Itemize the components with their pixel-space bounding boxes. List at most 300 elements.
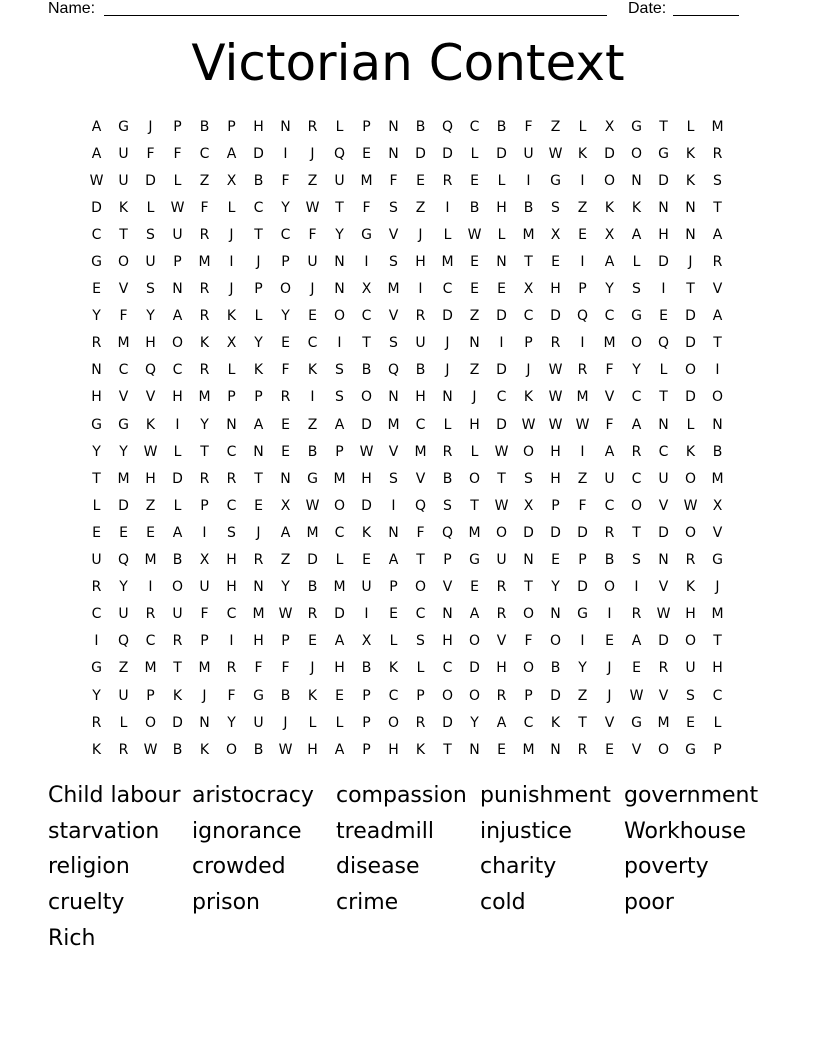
grid-letter[interactable]: D (496, 308, 507, 325)
grid-letter[interactable]: N (469, 335, 480, 352)
grid-letter[interactable]: J (202, 687, 207, 704)
grid-letter[interactable]: L (308, 714, 317, 731)
grid-letter[interactable]: R (604, 524, 615, 541)
grid-letter[interactable]: J (256, 254, 261, 271)
grid-letter[interactable]: R (442, 443, 453, 460)
grid-letter[interactable]: M (711, 606, 724, 623)
grid-letter[interactable]: N (550, 741, 561, 758)
grid-letter[interactable]: J (229, 226, 234, 243)
grid-letter[interactable]: Y (605, 281, 614, 298)
grid-letter[interactable]: Y (551, 579, 560, 596)
grid-letter[interactable]: A (604, 254, 615, 271)
grid-letter[interactable]: L (173, 172, 182, 189)
grid-letter[interactable]: R (280, 389, 291, 406)
grid-letter[interactable]: F (281, 362, 290, 379)
grid-letter[interactable]: G (631, 118, 642, 135)
grid-letter[interactable]: O (117, 254, 130, 271)
grid-letter[interactable]: P (443, 552, 452, 569)
grid-letter[interactable]: B (253, 172, 264, 189)
grid-letter[interactable]: D (118, 497, 129, 514)
grid-letter[interactable]: N (172, 281, 183, 298)
grid-letter[interactable]: B (361, 362, 372, 379)
grid-letter[interactable]: T (524, 579, 533, 596)
grid-letter[interactable]: T (443, 741, 452, 758)
grid-letter[interactable]: K (307, 362, 318, 379)
grid-letter[interactable]: M (711, 470, 724, 487)
grid-letter[interactable]: Y (335, 226, 344, 243)
grid-letter[interactable]: I (310, 389, 315, 406)
grid-letter[interactable]: C (442, 660, 453, 677)
grid-letter[interactable]: W (143, 443, 158, 460)
grid-letter[interactable]: R (91, 714, 102, 731)
grid-letter[interactable]: A (226, 145, 237, 162)
grid-letter[interactable]: T (173, 660, 182, 677)
grid-letter[interactable]: Y (200, 416, 209, 433)
grid-letter[interactable]: Q (333, 145, 346, 162)
grid-letter[interactable]: C (226, 443, 237, 460)
grid-letter[interactable]: O (657, 741, 670, 758)
grid-letter[interactable]: L (227, 199, 236, 216)
grid-letter[interactable]: E (659, 308, 668, 325)
grid-letter[interactable]: N (91, 362, 102, 379)
grid-letter[interactable]: H (712, 660, 723, 677)
grid-letter[interactable]: S (227, 524, 236, 541)
grid-letter[interactable]: Q (441, 118, 454, 135)
grid-letter[interactable]: G (361, 226, 372, 243)
grid-letter[interactable]: S (443, 497, 452, 514)
grid-letter[interactable]: F (281, 660, 290, 677)
grid-letter[interactable]: R (712, 254, 723, 271)
grid-letter[interactable]: T (713, 335, 722, 352)
grid-letter[interactable]: H (226, 579, 237, 596)
grid-letter[interactable]: W (89, 172, 104, 189)
grid-letter[interactable]: U (91, 552, 102, 569)
grid-letter[interactable]: D (604, 145, 615, 162)
grid-letter[interactable]: I (580, 443, 585, 460)
grid-letter[interactable]: K (685, 145, 696, 162)
grid-letter[interactable]: F (254, 660, 263, 677)
grid-letter[interactable]: P (200, 633, 209, 650)
grid-letter[interactable]: E (632, 660, 641, 677)
grid-letter[interactable]: O (171, 579, 184, 596)
grid-letter[interactable]: D (469, 660, 480, 677)
grid-letter[interactable]: Z (415, 199, 426, 216)
grid-letter[interactable]: I (634, 579, 639, 596)
grid-letter[interactable]: G (658, 145, 669, 162)
grid-letter[interactable]: R (172, 633, 183, 650)
grid-letter[interactable]: S (713, 172, 722, 189)
grid-letter[interactable]: K (226, 308, 237, 325)
grid-letter[interactable]: A (631, 633, 642, 650)
grid-letter[interactable]: O (360, 389, 373, 406)
grid-letter[interactable]: O (684, 470, 697, 487)
grid-letter[interactable]: I (715, 362, 720, 379)
grid-letter[interactable]: G (91, 416, 102, 433)
grid-letter[interactable]: J (310, 660, 315, 677)
grid-letter[interactable]: C (415, 416, 426, 433)
grid-letter[interactable]: F (605, 362, 614, 379)
grid-letter[interactable]: K (199, 741, 210, 758)
grid-letter[interactable]: N (658, 552, 669, 569)
grid-letter[interactable]: U (361, 579, 372, 596)
grid-letter[interactable]: I (202, 524, 207, 541)
grid-letter[interactable]: V (388, 226, 399, 243)
grid-letter[interactable]: I (364, 254, 369, 271)
grid-letter[interactable]: E (497, 281, 506, 298)
grid-letter[interactable]: W (521, 416, 536, 433)
grid-letter[interactable]: T (524, 254, 533, 271)
grid-letter[interactable]: N (388, 145, 399, 162)
grid-letter[interactable]: X (226, 172, 237, 189)
grid-letter[interactable]: K (685, 172, 696, 189)
grid-letter[interactable]: K (91, 741, 102, 758)
grid-letter[interactable]: U (658, 470, 669, 487)
grid-letter[interactable]: F (227, 687, 236, 704)
grid-letter[interactable]: V (658, 497, 669, 514)
grid-letter[interactable]: L (443, 226, 452, 243)
grid-letter[interactable]: Y (281, 579, 290, 596)
grid-letter[interactable]: P (578, 552, 587, 569)
grid-letter[interactable]: M (603, 335, 616, 352)
grid-letter[interactable]: C (496, 389, 507, 406)
grid-letter[interactable]: G (307, 470, 318, 487)
grid-letter[interactable]: D (685, 308, 696, 325)
grid-letter[interactable]: B (307, 579, 318, 596)
grid-letter[interactable]: Z (307, 172, 318, 189)
grid-letter[interactable]: B (361, 660, 372, 677)
grid-letter[interactable]: M (306, 524, 319, 541)
grid-letter[interactable]: G (577, 606, 588, 623)
grid-letter[interactable]: L (470, 145, 479, 162)
grid-letter[interactable]: W (170, 199, 185, 216)
grid-letter[interactable]: F (308, 226, 317, 243)
grid-letter[interactable]: Z (118, 660, 129, 677)
grid-letter[interactable]: C (91, 606, 102, 623)
grid-letter[interactable]: M (441, 254, 454, 271)
grid-letter[interactable]: N (253, 443, 264, 460)
grid-letter[interactable]: I (175, 416, 180, 433)
grid-letter[interactable]: R (577, 741, 588, 758)
grid-letter[interactable]: U (172, 226, 183, 243)
grid-letter[interactable]: N (469, 741, 480, 758)
grid-letter[interactable]: T (119, 226, 128, 243)
grid-letter[interactable]: O (225, 741, 238, 758)
grid-letter[interactable]: R (199, 308, 210, 325)
grid-letter[interactable]: B (253, 741, 264, 758)
grid-letter[interactable]: T (470, 497, 479, 514)
grid-letter[interactable]: O (414, 579, 427, 596)
grid-letter[interactable]: M (387, 416, 400, 433)
grid-letter[interactable]: X (712, 497, 723, 514)
grid-letter[interactable]: J (715, 579, 720, 596)
grid-letter[interactable]: F (173, 145, 182, 162)
grid-letter[interactable]: V (712, 524, 723, 541)
grid-letter[interactable]: W (467, 226, 482, 243)
grid-letter[interactable]: P (281, 633, 290, 650)
grid-letter[interactable]: Q (117, 552, 130, 569)
grid-letter[interactable]: G (91, 254, 102, 271)
grid-letter[interactable]: B (415, 362, 426, 379)
grid-letter[interactable]: Z (469, 362, 480, 379)
grid-letter[interactable]: M (144, 660, 157, 677)
grid-letter[interactable]: M (360, 172, 373, 189)
grid-letter[interactable]: C (226, 606, 237, 623)
grid-letter[interactable]: I (580, 254, 585, 271)
grid-letter[interactable]: J (418, 226, 423, 243)
grid-letter[interactable]: H (658, 226, 669, 243)
grid-letter[interactable]: M (522, 226, 535, 243)
grid-letter[interactable]: D (496, 416, 507, 433)
grid-letter[interactable]: W (305, 497, 320, 514)
grid-letter[interactable]: C (523, 714, 534, 731)
grid-letter[interactable]: D (550, 308, 561, 325)
grid-letter[interactable]: B (172, 552, 183, 569)
grid-letter[interactable]: P (254, 281, 263, 298)
grid-letter[interactable]: S (389, 199, 398, 216)
grid-letter[interactable]: Y (281, 199, 290, 216)
grid-letter[interactable]: D (658, 254, 669, 271)
grid-letter[interactable]: Y (92, 687, 101, 704)
grid-letter[interactable]: L (92, 497, 101, 514)
grid-letter[interactable]: E (362, 145, 371, 162)
grid-letter[interactable]: A (334, 633, 345, 650)
grid-letter[interactable]: J (310, 145, 315, 162)
grid-letter[interactable]: F (281, 172, 290, 189)
grid-letter[interactable]: Y (578, 660, 587, 677)
grid-letter[interactable]: W (548, 145, 563, 162)
grid-letter[interactable]: P (227, 118, 236, 135)
grid-letter[interactable]: V (388, 443, 399, 460)
grid-letter[interactable]: H (496, 199, 507, 216)
grid-letter[interactable]: I (580, 335, 585, 352)
grid-letter[interactable]: I (148, 579, 153, 596)
grid-letter[interactable]: H (550, 281, 561, 298)
grid-letter[interactable]: Q (576, 308, 589, 325)
grid-letter[interactable]: I (445, 199, 450, 216)
grid-letter[interactable]: O (495, 524, 508, 541)
grid-letter[interactable]: Z (577, 687, 588, 704)
grid-letter[interactable]: D (145, 172, 156, 189)
grid-letter[interactable]: C (604, 497, 615, 514)
grid-letter[interactable]: I (283, 145, 288, 162)
grid-letter[interactable]: G (631, 714, 642, 731)
grid-letter[interactable]: Z (199, 172, 210, 189)
grid-letter[interactable]: G (253, 687, 264, 704)
grid-letter[interactable]: C (172, 362, 183, 379)
grid-letter[interactable]: J (229, 281, 234, 298)
grid-letter[interactable]: L (119, 714, 128, 731)
grid-letter[interactable]: C (334, 524, 345, 541)
grid-letter[interactable]: A (334, 741, 345, 758)
grid-letter[interactable]: W (683, 497, 698, 514)
grid-letter[interactable]: L (443, 416, 452, 433)
grid-letter[interactable]: V (388, 308, 399, 325)
grid-letter[interactable]: N (226, 416, 237, 433)
grid-letter[interactable]: M (333, 579, 346, 596)
grid-letter[interactable]: K (577, 145, 588, 162)
grid-letter[interactable]: E (470, 579, 479, 596)
grid-letter[interactable]: M (414, 443, 427, 460)
grid-letter[interactable]: D (523, 524, 534, 541)
grid-letter[interactable]: T (254, 226, 263, 243)
grid-letter[interactable]: Q (117, 633, 130, 650)
grid-letter[interactable]: X (523, 497, 534, 514)
grid-letter[interactable]: O (684, 633, 697, 650)
grid-letter[interactable]: A (712, 226, 723, 243)
grid-letter[interactable]: A (496, 714, 507, 731)
grid-letter[interactable]: P (173, 254, 182, 271)
grid-letter[interactable]: G (118, 416, 129, 433)
grid-letter[interactable]: R (91, 579, 102, 596)
grid-letter[interactable]: M (387, 281, 400, 298)
grid-letter[interactable]: V (118, 389, 129, 406)
grid-letter[interactable]: U (253, 714, 264, 731)
grid-letter[interactable]: C (118, 362, 129, 379)
grid-letter[interactable]: C (523, 308, 534, 325)
grid-letter[interactable]: N (442, 606, 453, 623)
grid-letter[interactable]: N (388, 389, 399, 406)
grid-letter[interactable]: N (253, 579, 264, 596)
grid-letter[interactable]: U (118, 145, 129, 162)
grid-letter[interactable]: M (468, 524, 481, 541)
grid-letter[interactable]: N (388, 524, 399, 541)
grid-letter[interactable]: T (713, 633, 722, 650)
grid-letter[interactable]: V (631, 741, 642, 758)
grid-letter[interactable]: T (686, 281, 695, 298)
grid-letter[interactable]: A (631, 226, 642, 243)
grid-letter[interactable]: K (415, 741, 426, 758)
grid-letter[interactable]: H (685, 606, 696, 623)
grid-letter[interactable]: D (658, 633, 669, 650)
grid-letter[interactable]: O (603, 579, 616, 596)
grid-letter[interactable]: V (658, 687, 669, 704)
grid-letter[interactable]: O (144, 714, 157, 731)
grid-letter[interactable]: F (362, 199, 371, 216)
grid-letter[interactable]: E (470, 172, 479, 189)
grid-letter[interactable]: H (91, 389, 102, 406)
grid-letter[interactable]: F (389, 172, 398, 189)
grid-letter[interactable]: P (524, 687, 533, 704)
grid-letter[interactable]: N (388, 118, 399, 135)
grid-letter[interactable]: I (580, 633, 585, 650)
grid-letter[interactable]: G (712, 552, 723, 569)
grid-letter[interactable]: R (118, 741, 129, 758)
grid-letter[interactable]: S (389, 335, 398, 352)
grid-letter[interactable]: K (253, 362, 264, 379)
grid-letter[interactable]: P (713, 741, 722, 758)
grid-letter[interactable]: I (580, 172, 585, 189)
grid-letter[interactable]: O (684, 362, 697, 379)
grid-letter[interactable]: R (631, 606, 642, 623)
grid-letter[interactable]: E (308, 308, 317, 325)
grid-letter[interactable]: D (577, 579, 588, 596)
grid-letter[interactable]: B (172, 741, 183, 758)
grid-letter[interactable]: A (172, 308, 183, 325)
grid-letter[interactable]: L (227, 362, 236, 379)
grid-letter[interactable]: S (335, 362, 344, 379)
grid-letter[interactable]: N (685, 226, 696, 243)
grid-letter[interactable]: A (253, 416, 264, 433)
grid-letter[interactable]: P (200, 497, 209, 514)
grid-letter[interactable]: H (361, 470, 372, 487)
grid-letter[interactable]: F (524, 118, 533, 135)
grid-letter[interactable]: L (173, 443, 182, 460)
grid-letter[interactable]: O (441, 687, 454, 704)
grid-letter[interactable]: L (335, 714, 344, 731)
grid-letter[interactable]: P (335, 443, 344, 460)
grid-letter[interactable]: H (550, 443, 561, 460)
grid-letter[interactable]: X (523, 281, 534, 298)
grid-letter[interactable]: C (307, 335, 318, 352)
grid-letter[interactable]: E (416, 172, 425, 189)
grid-letter[interactable]: V (442, 579, 453, 596)
grid-letter[interactable]: W (494, 497, 509, 514)
grid-letter[interactable]: D (361, 416, 372, 433)
grid-letter[interactable]: Y (92, 308, 101, 325)
grid-letter[interactable]: Q (657, 335, 670, 352)
grid-letter[interactable]: L (335, 552, 344, 569)
grid-letter[interactable]: F (578, 497, 587, 514)
grid-letter[interactable]: H (442, 633, 453, 650)
grid-letter[interactable]: Z (577, 470, 588, 487)
grid-letter[interactable]: Y (227, 714, 236, 731)
grid-letter[interactable]: N (496, 254, 507, 271)
grid-letter[interactable]: J (607, 660, 612, 677)
grid-letter[interactable]: C (280, 226, 291, 243)
grid-letter[interactable]: J (445, 335, 450, 352)
grid-letter[interactable]: O (468, 470, 481, 487)
grid-letter[interactable]: W (548, 362, 563, 379)
grid-letter[interactable]: E (335, 687, 344, 704)
grid-letter[interactable]: K (145, 416, 156, 433)
grid-letter[interactable]: H (496, 660, 507, 677)
grid-letter[interactable]: L (659, 362, 668, 379)
grid-letter[interactable]: Y (281, 308, 290, 325)
grid-letter[interactable]: C (631, 389, 642, 406)
grid-letter[interactable]: U (118, 606, 129, 623)
grid-letter[interactable]: O (522, 443, 535, 460)
grid-letter[interactable]: E (551, 254, 560, 271)
grid-letter[interactable]: J (256, 524, 261, 541)
grid-letter[interactable]: E (578, 226, 587, 243)
grid-letter[interactable]: K (685, 579, 696, 596)
grid-letter[interactable]: O (684, 524, 697, 541)
grid-letter[interactable]: C (712, 687, 723, 704)
grid-letter[interactable]: L (632, 254, 641, 271)
grid-letter[interactable]: N (631, 172, 642, 189)
grid-letter[interactable]: E (605, 741, 614, 758)
grid-letter[interactable]: E (551, 552, 560, 569)
grid-letter[interactable]: M (198, 660, 211, 677)
grid-letter[interactable]: R (199, 362, 210, 379)
grid-letter[interactable]: O (522, 606, 535, 623)
grid-letter[interactable]: G (118, 118, 129, 135)
grid-letter[interactable]: E (686, 714, 695, 731)
grid-letter[interactable]: U (307, 254, 318, 271)
grid-letter[interactable]: X (361, 281, 372, 298)
grid-letter[interactable]: B (523, 199, 534, 216)
grid-letter[interactable]: H (334, 660, 345, 677)
grid-letter[interactable]: P (146, 687, 155, 704)
grid-letter[interactable]: C (226, 497, 237, 514)
grid-letter[interactable]: F (200, 199, 209, 216)
grid-letter[interactable]: J (283, 714, 288, 731)
grid-letter[interactable]: R (199, 470, 210, 487)
grid-letter[interactable]: H (388, 741, 399, 758)
grid-letter[interactable]: Z (550, 118, 561, 135)
grid-letter[interactable]: X (604, 118, 615, 135)
grid-letter[interactable]: N (658, 416, 669, 433)
